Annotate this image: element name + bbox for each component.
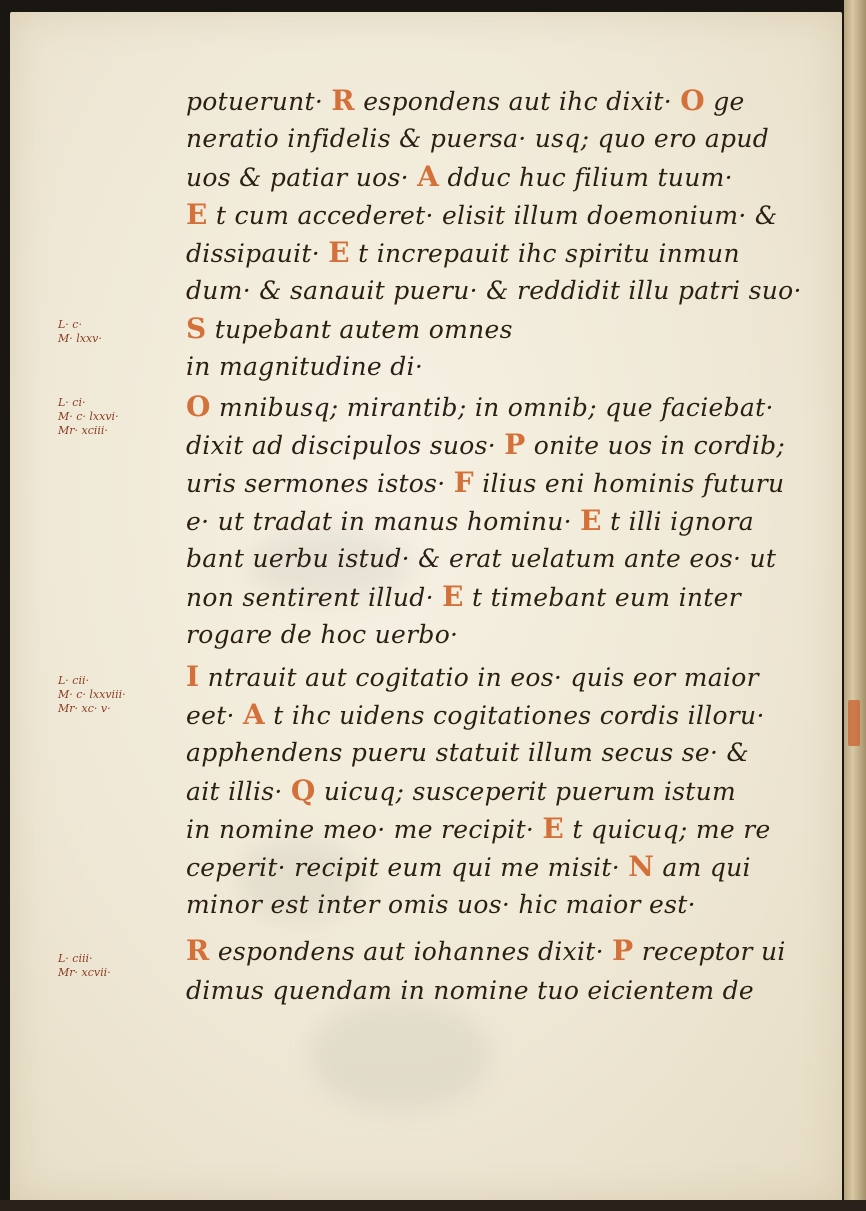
- text-line: rogare de hoc uerbo·: [186, 620, 459, 649]
- rubricated-initial: O: [680, 84, 705, 117]
- page-shadow: [0, 1200, 866, 1211]
- rubricated-initial: E: [580, 504, 602, 537]
- text-line: ceperit· recipit eum qui me misit· N am qui: [186, 850, 751, 883]
- margin-note: [58, 952, 148, 980]
- margin-note-line: L· c·: [58, 318, 82, 331]
- rubricated-initial: P: [504, 428, 526, 461]
- rubricated-initial: E: [442, 580, 464, 613]
- text-line: dum· & sanauit pueru· & reddidit illu patri suo·: [186, 276, 802, 305]
- text-line: dixit ad discipulos suos· P onite uos in cordib;: [186, 428, 786, 461]
- text-line: in nomine meo· me recipit· E t quicuq; me re: [186, 812, 771, 845]
- margin-note-line: L· cii·: [58, 674, 89, 687]
- margin-note: [58, 396, 148, 438]
- rubricated-initial: A: [243, 698, 266, 731]
- rubric-tab-marker: [848, 700, 860, 746]
- margin-note-line: L· ci·: [58, 396, 86, 409]
- text-line: S tupebant autem omnes: [186, 312, 513, 345]
- margin-note-line: Mr· xc· v·: [58, 702, 111, 715]
- margin-note-line: Mr· xciii·: [58, 424, 108, 437]
- text-line: neratio infidelis & puersa· usq; quo ero apud: [186, 124, 770, 153]
- text-line: O mnibusq; mirantib; in omnib; que faciebat·: [186, 390, 774, 423]
- text-line: uris sermones istos· F ilius eni hominis futuru: [186, 466, 785, 499]
- margin-note: [58, 318, 148, 346]
- text-line: bant uerbu istud· & erat uelatum ante eos· ut: [186, 544, 777, 573]
- rubricated-initial: E: [186, 198, 208, 231]
- rubricated-initial: A: [417, 160, 440, 193]
- rubricated-initial: F: [453, 466, 474, 499]
- text-line: eet· A t ihc uidens cogitationes cordis illoru·: [186, 698, 765, 731]
- rubricated-initial: E: [542, 812, 565, 845]
- parchment-stain: [310, 1000, 490, 1110]
- margin-note-line: M· c· lxxvi·: [58, 410, 119, 423]
- text-line: R espondens aut iohannes dixit· P receptor ui: [186, 934, 786, 967]
- rubricated-initial: I: [186, 660, 200, 693]
- text-line: E t cum accederet· elisit illum doemonium· &: [186, 198, 778, 231]
- text-line: minor est inter omis uos· hic maior est·: [186, 890, 696, 919]
- text-line: in magnitudine di·: [186, 352, 424, 381]
- rubricated-initial: R: [186, 934, 210, 967]
- text-line: I ntrauit aut cogitatio in eos· quis eor maior: [186, 660, 759, 693]
- text-line: potuerunt· R espondens aut ihc dixit· O ge: [186, 84, 745, 117]
- rubricated-initial: N: [628, 850, 655, 883]
- margin-note-line: Mr· xcvii·: [58, 966, 111, 979]
- margin-note-line: M· c· lxxviii·: [58, 688, 126, 701]
- text-line: dimus quendam in nomine tuo eicientem de: [186, 976, 755, 1005]
- margin-note-line: M· lxxv·: [58, 332, 102, 345]
- text-line: uos & patiar uos· A dduc huc filium tuum·: [186, 160, 733, 193]
- text-line: dissipauit· E t increpauit ihc spiritu inmun: [186, 236, 740, 269]
- text-line: ait illis· Q uicuq; susceperit puerum istum: [186, 774, 737, 807]
- text-line: apphendens pueru statuit illum secus se· &: [186, 738, 750, 767]
- rubricated-initial: S: [186, 312, 207, 345]
- margin-note-line: L· ciii·: [58, 952, 93, 965]
- margin-note: [58, 674, 148, 716]
- next-leaf-edge: [844, 0, 866, 1211]
- rubricated-initial: P: [612, 934, 634, 967]
- rubricated-initial: R: [331, 84, 355, 117]
- text-line: e· ut tradat in manus hominu· E t illi ignora: [186, 504, 754, 537]
- rubricated-initial: Q: [290, 774, 316, 807]
- decorated-initial: [158, 194, 192, 228]
- rubricated-initial: E: [328, 236, 350, 269]
- text-line: non sentirent illud· E t timebant eum inter: [186, 580, 741, 613]
- rubricated-initial: O: [186, 390, 211, 423]
